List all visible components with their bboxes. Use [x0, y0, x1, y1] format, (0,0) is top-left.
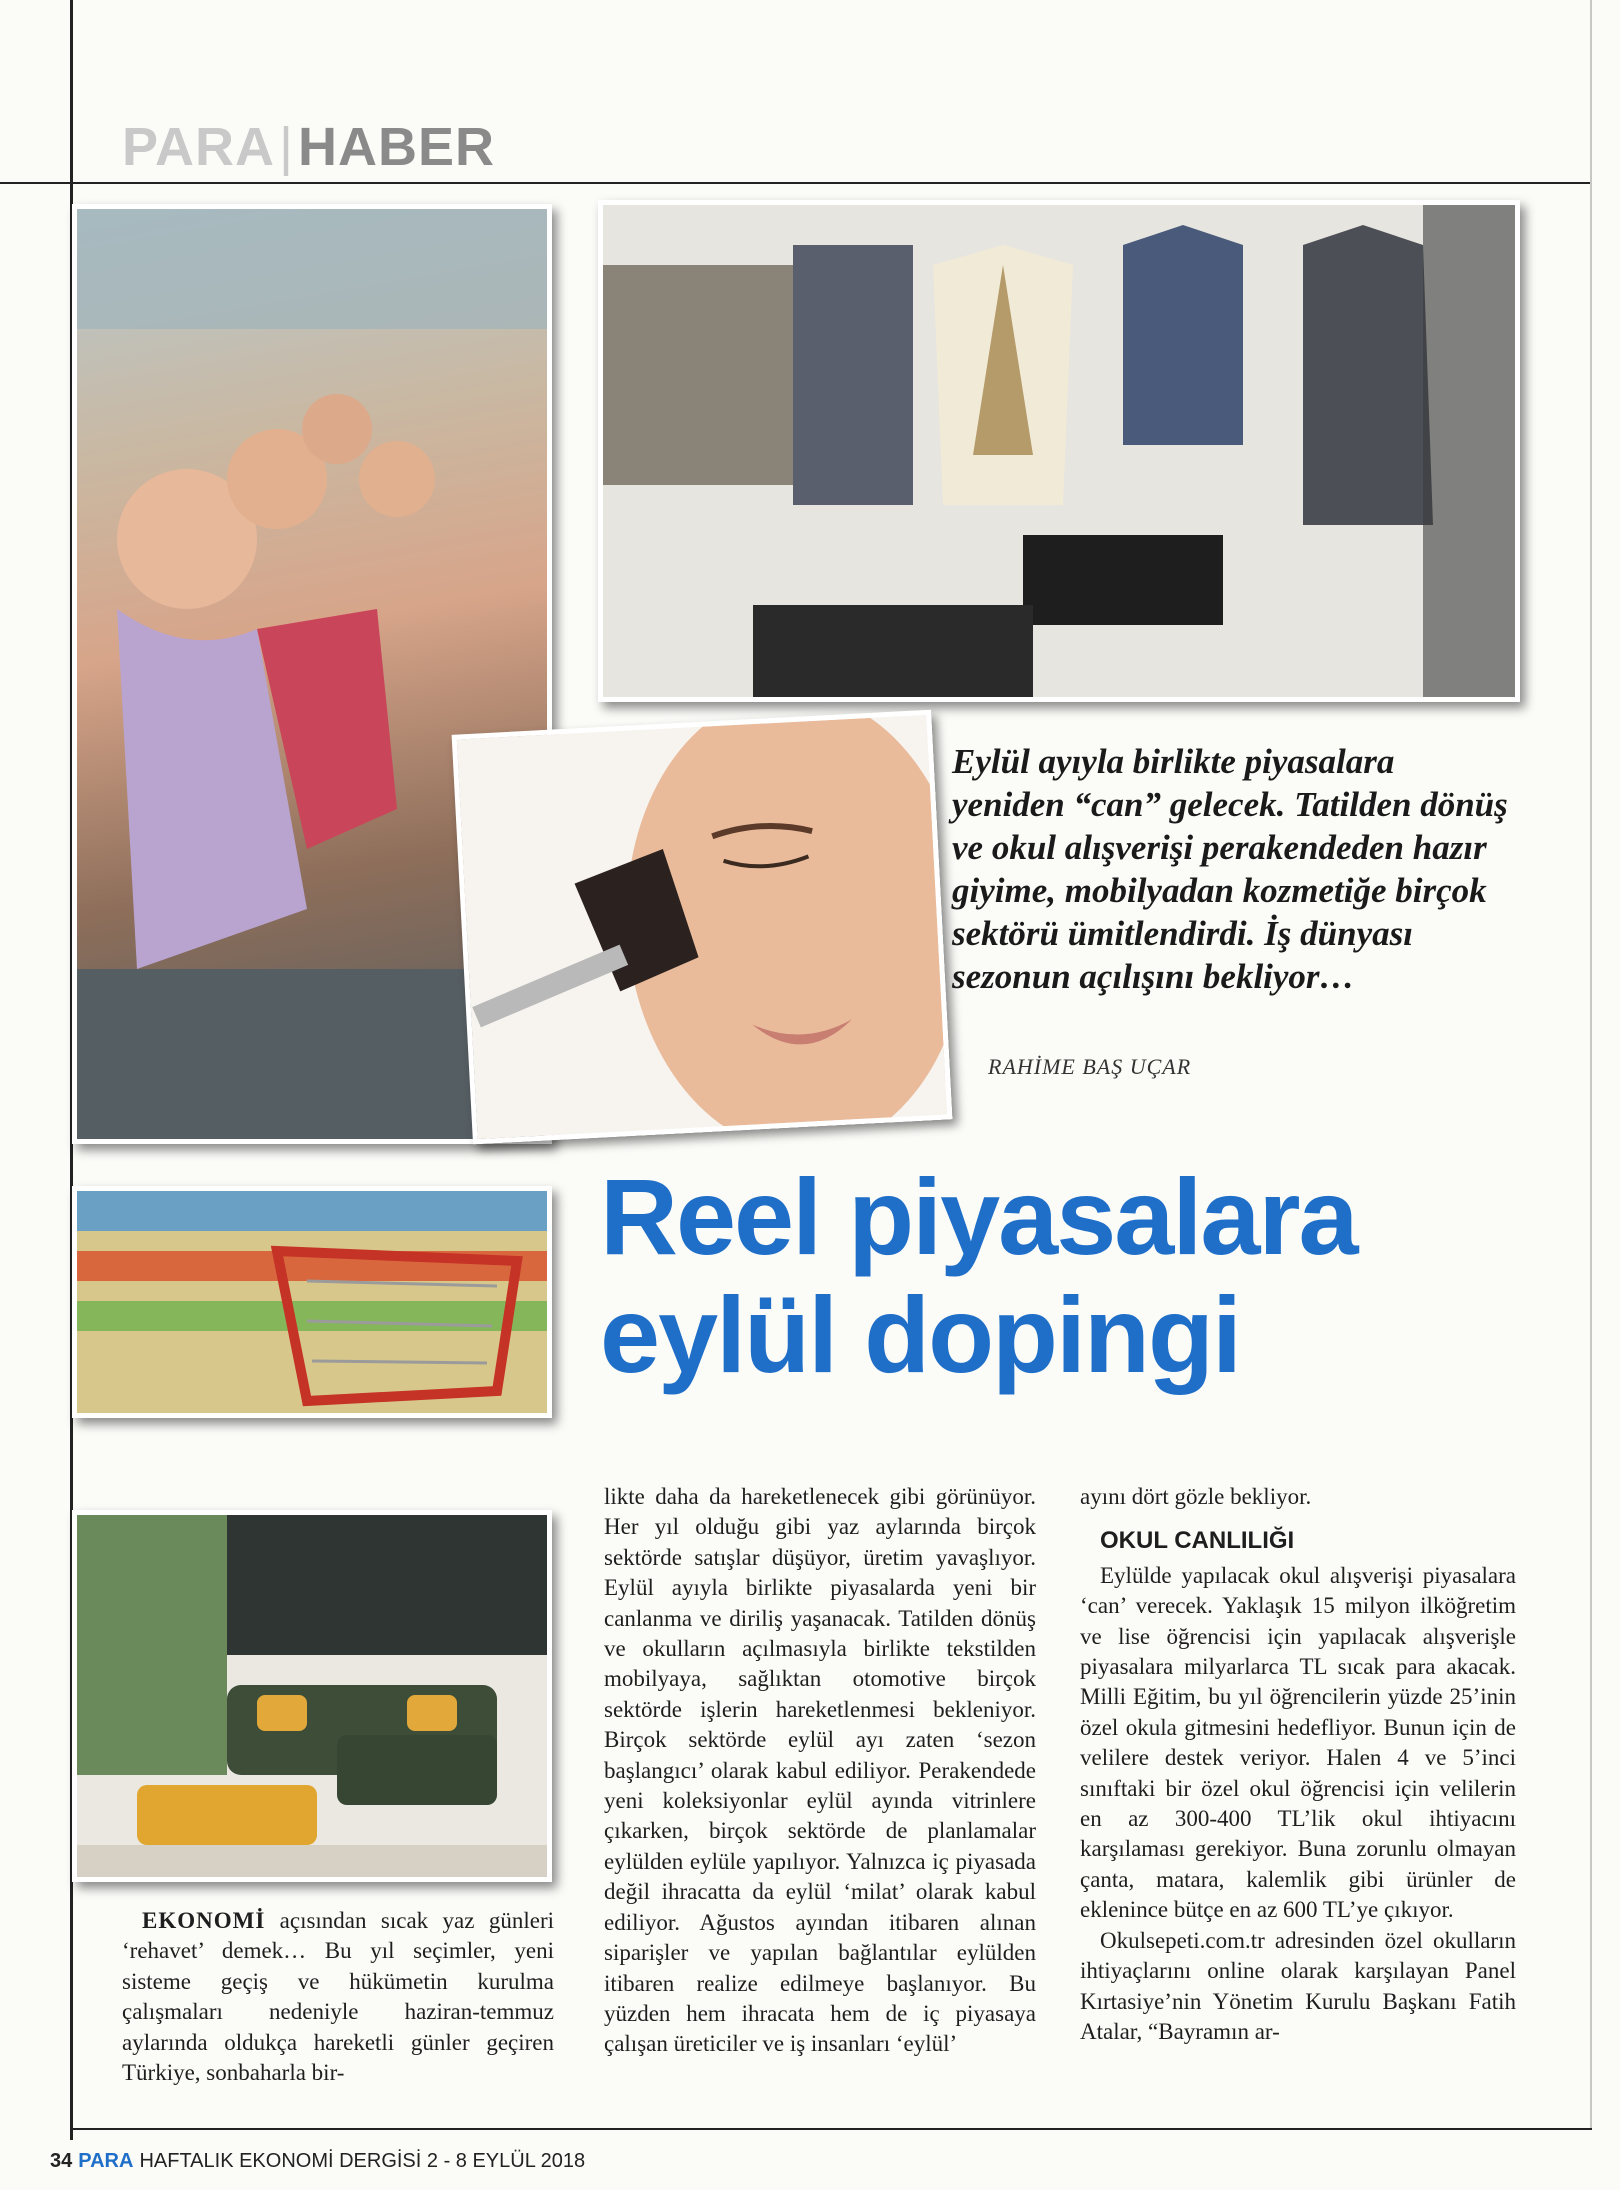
column-3-paragraph-1: Eylülde yapılacak okul alışverişi piyasalara ‘can’ verecek. Yaklaşık 15 milyon ilköğretim ve lise öğrencisi için yapılacak alışverişle piyasalara milyarlarca TL sıcak para akacak. Milli Eğitim, bu yıl öğrencilerin yüzde 25’inin özel okula gitmesini hedefliyor. Bunun için de velilere destek veriyor. Halen 4 ve 5’inci sınıftaki bir özel okul öğrencisi için velilerin en az 300-400 TL’lik okul ihtiyacını karşılaması gerekiyor. Buna zorunlu olmayan çanta, matara, kalemlik gibi ürünler de eklenince bütçe en az 600 TL’ye çıkıyor.: [1080, 1562, 1516, 1923]
article-byline: RAHİME BAŞ UÇAR: [988, 1054, 1192, 1079]
article-column-3: [1080, 1482, 1516, 2047]
article-column-1: [122, 1906, 554, 2088]
photo-living-room-furniture: [72, 1510, 552, 1882]
article-headline: [600, 1158, 1560, 1394]
supermarket-illustration: [77, 1191, 547, 1413]
footer-issue: HAFTALIK EKONOMİ DERGİSİ 2 - 8 EYLÜL 2018: [139, 2150, 586, 2172]
makeup-illustration: [457, 715, 947, 1139]
right-edge: [1590, 0, 1592, 2130]
footer-brand: PARA: [78, 2150, 134, 2172]
furniture-illustration: [77, 1515, 547, 1877]
headline-line-1: Reel piyasalara: [600, 1156, 1357, 1277]
photo-supermarket-cart: [72, 1186, 552, 1418]
lead-word: EKONOMİ: [142, 1908, 266, 1933]
photo-suit-store: [598, 200, 1520, 702]
page-footer: [50, 2150, 585, 2173]
suit-store-illustration: [603, 205, 1515, 697]
headline-line-2: eylül dopingi: [600, 1274, 1240, 1395]
bottom-rule: [70, 2128, 1592, 2130]
column-2-text: likte daha da hareketlenecek gibi görünüyor. Her yıl olduğu gibi yaz aylarında birçok sektörde satışlar düşüyor, üretim yavaşlıyor. Eylül ayıyla birlikte piyasalarda yeni bir canlanma ve diriliş yaşanacak. Tatilden dönüş ve okulların açılmasıyla birlikte tekstilden mobilyaya, sağlıktan otomotive birçok sektörde işlerin hareketlenmesi bekleniyor. Birçok sektörde eylül ayı zaten ‘sezon başlangıcı’ olarak kabul ediliyor. Perakendede yeni koleksiyonlar eylül ayında vitrinlere çıkarken, birçok sektörde de planlamalar eylülden eylüle yapılıyor. Yalnızca iç piyasada değil ihracatta da eylül ‘milat’ olarak kabul ediliyor. Ağustos ayından itibaren alınan siparişler ve yapılan bağlantılar eylülden itibaren realize edilmeye başlanıyor. Bu yüzden hem ihracata hem de iç piyasaya çalışan üreticiler ve iş insanları ‘eylül’: [604, 1484, 1036, 2057]
subhead-okul-canliligi: OKUL CANLILIĞI: [1100, 1527, 1295, 1555]
article-deck: Eylül ayıyla birlikte piyasalara yeniden “can” gelecek. Tatilden dönüş ve okul alışverişi perakendeden hazır giyime, mobilyadan kozmetiğe birçok sektörü ümitlendirdi. İş dünyası sezonun açılışını bekliyor…: [952, 742, 1508, 996]
article-column-2: [604, 1482, 1036, 2060]
photo-makeup-brush: [452, 710, 953, 1145]
column-3-paragraph-2: Okulsepeti.com.tr adresinden özel okulların ihtiyaçlarını online olarak karşılayan Panel Kırtasiye’nin Yönetim Kurulu Başkanı Fatih Atalar, “Bayramın ar-: [1080, 1927, 1516, 2044]
top-rule: [0, 182, 1592, 184]
column-3-intro: ayını dört gözle bekliyor.: [1080, 1484, 1312, 1509]
section-label-para: PARA: [122, 117, 276, 177]
section-label: PARA|HABER: [122, 117, 496, 177]
column-1-text: açısından sıcak yaz günleri ‘rehavet’ demek… Bu yıl seçimler, yeni sisteme geçiş ve hükümetin kurulma çalışmaları nedeniyle haziran-temmuz aylarında oldukça hareketli günler geçiren Türkiye, sonbaharla bir-: [122, 1908, 554, 2086]
section-label-haber: HABER: [298, 117, 496, 177]
page-number: 34: [50, 2150, 73, 2172]
